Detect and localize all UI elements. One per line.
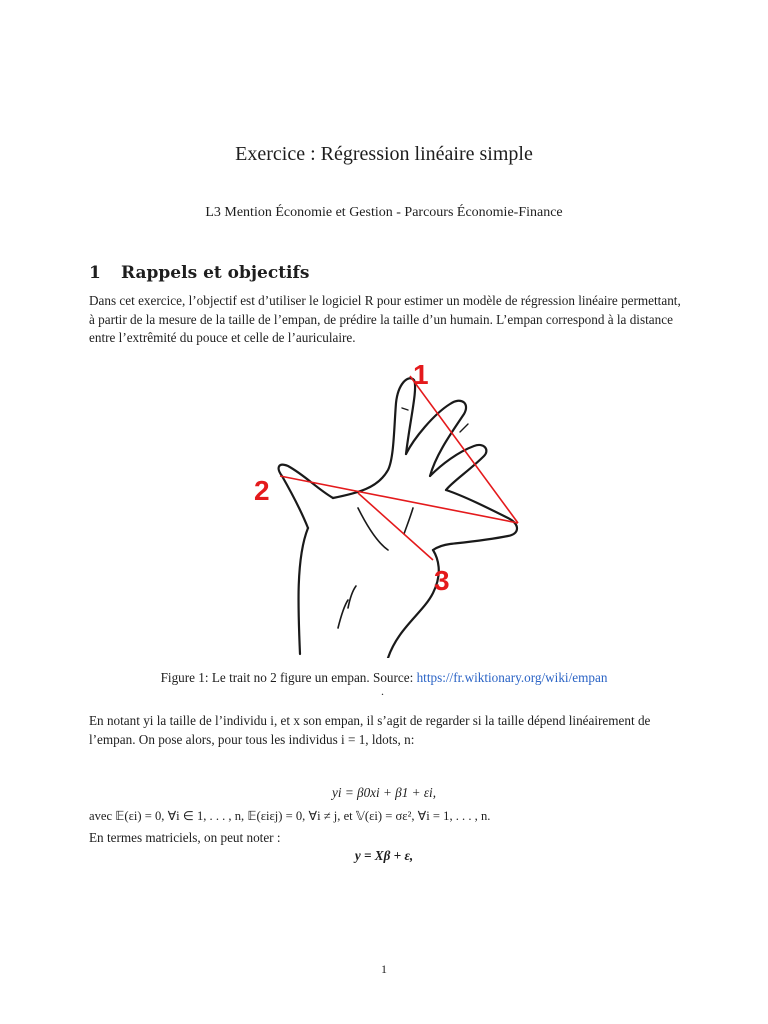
document-subtitle: L3 Mention Économie et Gestion - Parcours Économie-Finance (205, 205, 563, 220)
label-3: 3 (434, 565, 450, 596)
matrix-intro: En termes matriciels, on peut noter : (89, 830, 281, 845)
source-link[interactable]: https://fr.wiktionary.org/wiki/empan (416, 670, 608, 685)
hand-figure (238, 358, 530, 658)
span-line-2 (280, 476, 518, 523)
page-number: 1 (381, 962, 387, 976)
caption-text: Figure 1: Le trait no 2 figure un empan. Source: (160, 670, 417, 685)
section-heading (89, 263, 309, 283)
section-title: Rappels et objectifs (121, 263, 310, 283)
label-2: 2 (254, 475, 270, 506)
document-title: Exercice : Régression linéaire simple (235, 143, 533, 165)
hand-drawing (238, 358, 530, 658)
section-number: 1 (89, 263, 101, 283)
caption-dot: . (381, 684, 384, 698)
model-equation: yi = β0xi + β1 + εi, (332, 785, 436, 800)
span-line-1 (410, 376, 518, 523)
notation-paragraph: En notant yi la taille de l’individu i, et x son empan, il s’agit de regarder si la taille dépend linéairement de l’empan. On pose alors, pour tous les individus i = 1, ldots, n: (89, 713, 651, 747)
assumptions-line: avec 𝔼(εi) = 0, ∀i ∈ 1, . . . , n, 𝔼(εiεj) = 0, ∀i ≠ j, et 𝕍(εi) = σε², ∀i = 1, . . . , n. (89, 809, 491, 823)
span-line-3 (358, 493, 433, 560)
matrix-equation: y = Xβ + ε, (354, 848, 414, 863)
intro-paragraph: Dans cet exercice, l’objectif est d’utiliser le logiciel R pour estimer un modèle de régression linéaire permettant, à partir de la mesure de la taille de l’empan, de prédire la taille d’un humain. L’empan correspond à la distance entre l’extrêmité du pouce et celle de l’auriculaire. (89, 293, 681, 345)
label-1: 1 (413, 359, 429, 390)
figure-caption (0, 670, 768, 686)
